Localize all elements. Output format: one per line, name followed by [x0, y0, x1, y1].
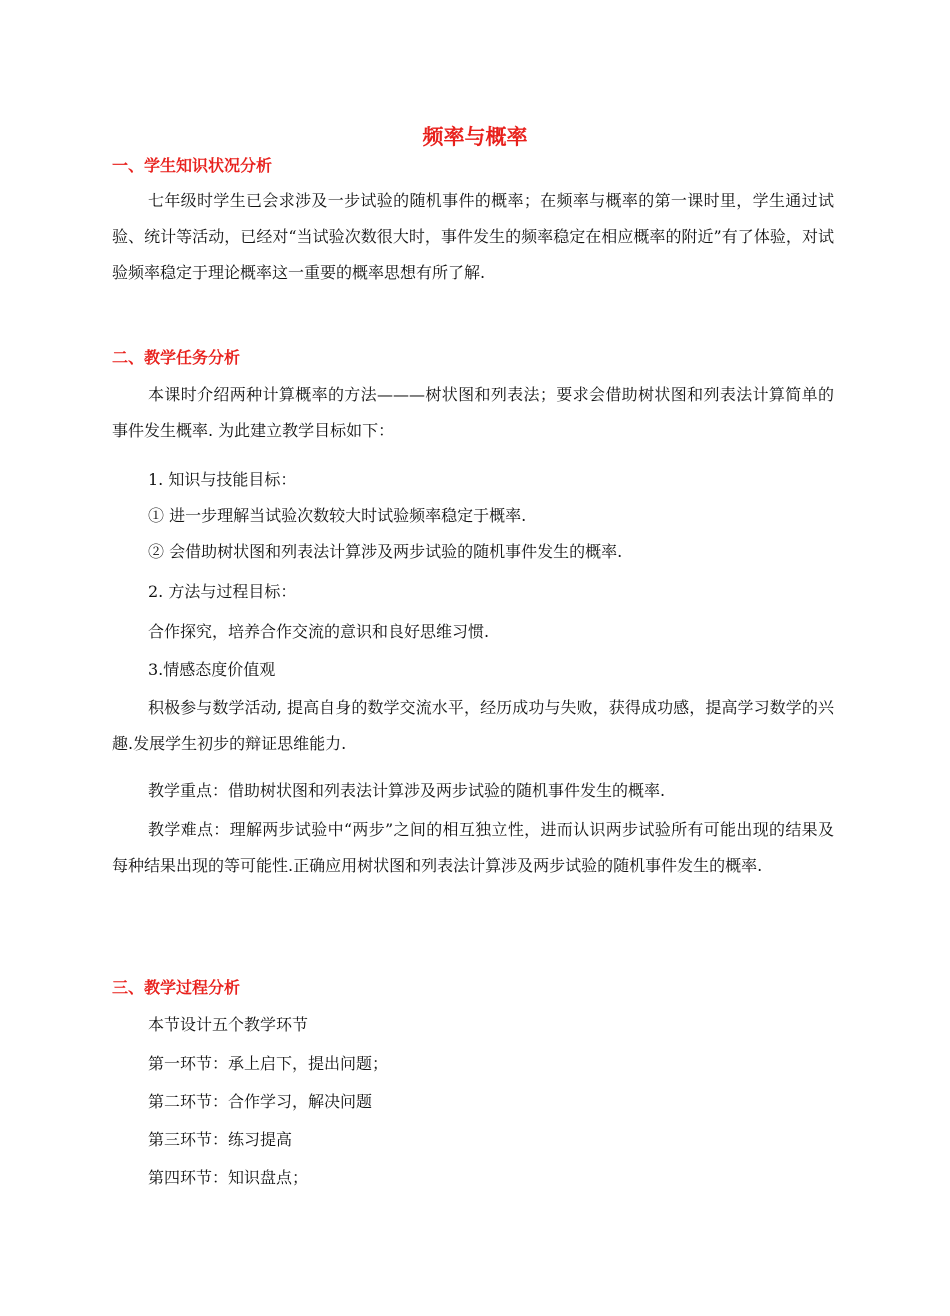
process-step-3: 第三环节：练习提高: [148, 1130, 293, 1149]
process-step-2: 第二环节：合作学习，解决问题: [148, 1092, 373, 1111]
document-title: 频率与概率: [422, 125, 528, 149]
process-step-1: 第一环节：承上启下，提出问题；: [148, 1054, 389, 1073]
section-heading-student-knowledge: 一、学生知识状况分析: [112, 156, 273, 175]
paragraph-student-knowledge: 七年级时学生已会求涉及一步试验的随机事件的概率；在频率与概率的第一课时里，学生通过试验、统计等活动，已经对“当试验次数很大时，事件发生的频率稳定在相应概率的附近”有了体验，对试验频率稳定于理论概率这一重要的概率思想有所了解.: [112, 191, 834, 282]
paragraph-task-intro: 本课时介绍两种计算概率的方法———树状图和列表法；要求会借助树状图和列表法计算简单的事件发生概率. 为此建立教学目标如下：: [112, 385, 834, 440]
process-step-4: 第四环节：知识盘点；: [148, 1168, 309, 1187]
process-intro: 本节设计五个教学环节: [148, 1015, 309, 1034]
goal-emotion-title: 3.情感态度价值观: [148, 660, 276, 679]
goal-knowledge-title: 1. 知识与技能目标：: [148, 470, 297, 489]
goal-knowledge-item-2: ② 会借助树状图和列表法计算涉及两步试验的随机事件发生的概率.: [148, 542, 623, 561]
paragraph-teaching-difficulty: 教学难点：理解两步试验中“两步”之间的相互独立性，进而认识两步试验所有可能出现的结果及每种结果出现的等可能性.正确应用树状图和列表法计算涉及两步试验的随机事件发生的概率.: [112, 820, 834, 875]
section-heading-task-analysis: 二、教学任务分析: [112, 348, 241, 367]
paragraph-goal-emotion: 积极参与数学活动, 提高自身的数学交流水平，经历成功与失败，获得成功感，提高学习数学的兴趣.发展学生初步的辩证思维能力.: [112, 698, 834, 753]
teaching-key-point: 教学重点：借助树状图和列表法计算涉及两步试验的随机事件发生的概率.: [148, 781, 666, 800]
goal-knowledge-item-1: ① 进一步理解当试验次数较大时试验频率稳定于概率.: [148, 506, 527, 525]
section-heading-process-analysis: 三、教学过程分析: [112, 978, 241, 997]
goal-method-title: 2. 方法与过程目标：: [148, 582, 297, 601]
goal-method-text: 合作探究，培养合作交流的意识和良好思维习惯.: [148, 622, 490, 641]
